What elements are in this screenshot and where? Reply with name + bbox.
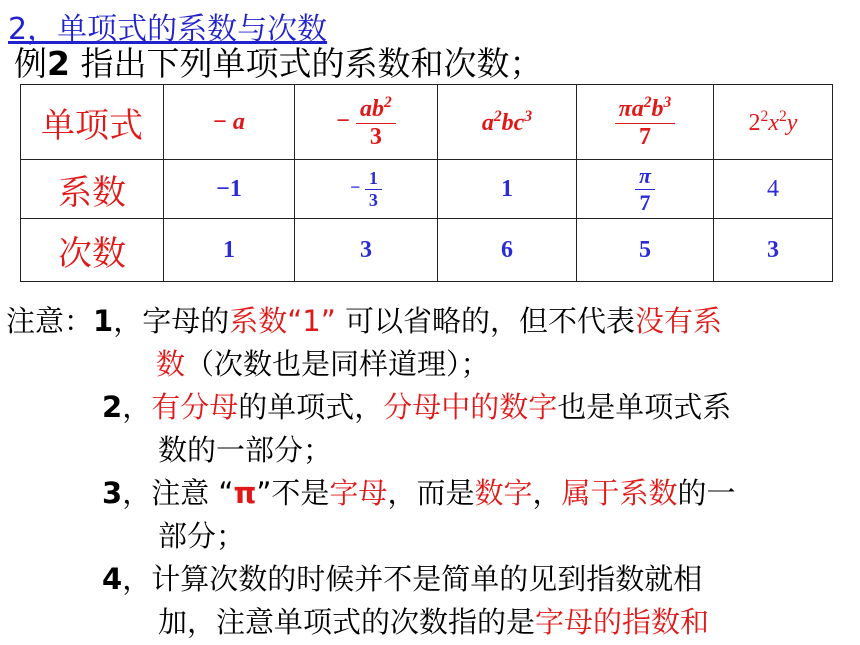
section-heading: 2，单项式的系数与次数 — [8, 12, 328, 47]
degree-cell-4 — [577, 219, 714, 282]
degree-2: 3 — [360, 236, 372, 263]
note-3: 3，注意 “π”不是字母，而是数字，属于系数的一 — [102, 476, 736, 510]
m5-x-exponent: 2 — [779, 107, 787, 125]
notes-block — [6, 300, 736, 644]
monomial-cell-4 — [577, 85, 714, 160]
c4-denominator: 7 — [639, 189, 651, 215]
m3-a-exponent: 2 — [493, 107, 502, 125]
m4-b-exponent: 3 — [663, 93, 672, 111]
coefficient-cell-5 — [714, 160, 833, 219]
m5-y: y — [786, 109, 798, 136]
note-2: 2，有分母的单项式，分母中的数字也是单项式系 — [102, 390, 732, 424]
note-2-continued: 数的一部分； — [158, 433, 333, 467]
coefficient-cell-2 — [295, 160, 438, 219]
m3-bc: bc — [501, 109, 525, 136]
note-1-continued: 数（次数也是同样道理）； — [156, 347, 490, 381]
row-header-monomial: 单项式 — [21, 85, 164, 160]
monomial-table — [20, 84, 833, 282]
monomial-cell-3 — [438, 85, 577, 160]
m1-sign: − — [213, 108, 227, 135]
note-1: 注意：1，字母的系数“1” 可以省略的，但不代表没有系 — [6, 304, 722, 338]
note-4: 4，计算次数的时候并不是简单的见到指数就相 — [102, 562, 703, 596]
coefficient-5: 4 — [767, 175, 779, 202]
c2-fraction — [365, 168, 382, 211]
m2-fraction — [356, 94, 396, 151]
m1-var: a — [232, 108, 245, 135]
m2-numerator: ab — [359, 95, 384, 122]
monomial-cell-1 — [164, 85, 295, 160]
example-label: 例 — [14, 44, 47, 83]
degree-5: 3 — [767, 236, 779, 263]
m2-sign: − — [336, 107, 350, 134]
c4-fraction — [635, 163, 655, 216]
note-4-continued: 加，注意单项式的次数指的是字母的指数和 — [158, 605, 710, 639]
m4-pi: π — [618, 95, 632, 122]
m5-base: 2 — [748, 109, 761, 136]
degree-4: 5 — [639, 236, 651, 263]
monomial-cell-5 — [714, 85, 833, 160]
m4-a-exponent: 2 — [643, 93, 652, 111]
row-header-degree: 次数 — [21, 219, 164, 282]
c2-numerator: 1 — [365, 168, 382, 190]
coefficient-cell-4 — [577, 160, 714, 219]
m3-c-exponent: 3 — [524, 107, 533, 125]
coefficient-3: 1 — [501, 175, 513, 202]
coefficient-1: −1 — [216, 175, 242, 202]
table-row-monomials — [21, 85, 833, 160]
monomial-cell-2 — [295, 85, 438, 160]
coefficient-cell-1 — [164, 160, 295, 219]
note-3-continued: 部分； — [158, 519, 246, 553]
m4-a: a — [631, 95, 644, 122]
degree-cell-1 — [164, 219, 295, 282]
coefficient-cell-3 — [438, 160, 577, 219]
degree-cell-5 — [714, 219, 833, 282]
m3-a: a — [481, 109, 494, 136]
m4-denominator: 7 — [638, 123, 651, 150]
degree-cell-2 — [295, 219, 438, 282]
row-header-coefficient: 系数 — [21, 160, 164, 219]
table-row-degrees — [21, 219, 833, 282]
degree-3: 6 — [501, 236, 513, 263]
c2-sign: − — [350, 177, 361, 198]
m4-b: b — [651, 95, 664, 122]
c2-denominator: 3 — [368, 189, 378, 210]
table-row-coefficients — [21, 160, 833, 219]
example-prompt — [14, 38, 542, 85]
m5-x: x — [768, 109, 779, 136]
example-number: 2 — [47, 44, 70, 83]
m2-denominator: 3 — [369, 123, 382, 150]
c4-numerator: π — [635, 163, 655, 190]
degree-cell-3 — [438, 219, 577, 282]
degree-1: 1 — [223, 236, 235, 263]
m4-fraction — [615, 94, 676, 151]
m2-exponent: 2 — [383, 93, 392, 111]
example-text: 指出下列单项式的系数和次数； — [69, 44, 543, 83]
m5-base-exponent: 2 — [760, 107, 769, 125]
